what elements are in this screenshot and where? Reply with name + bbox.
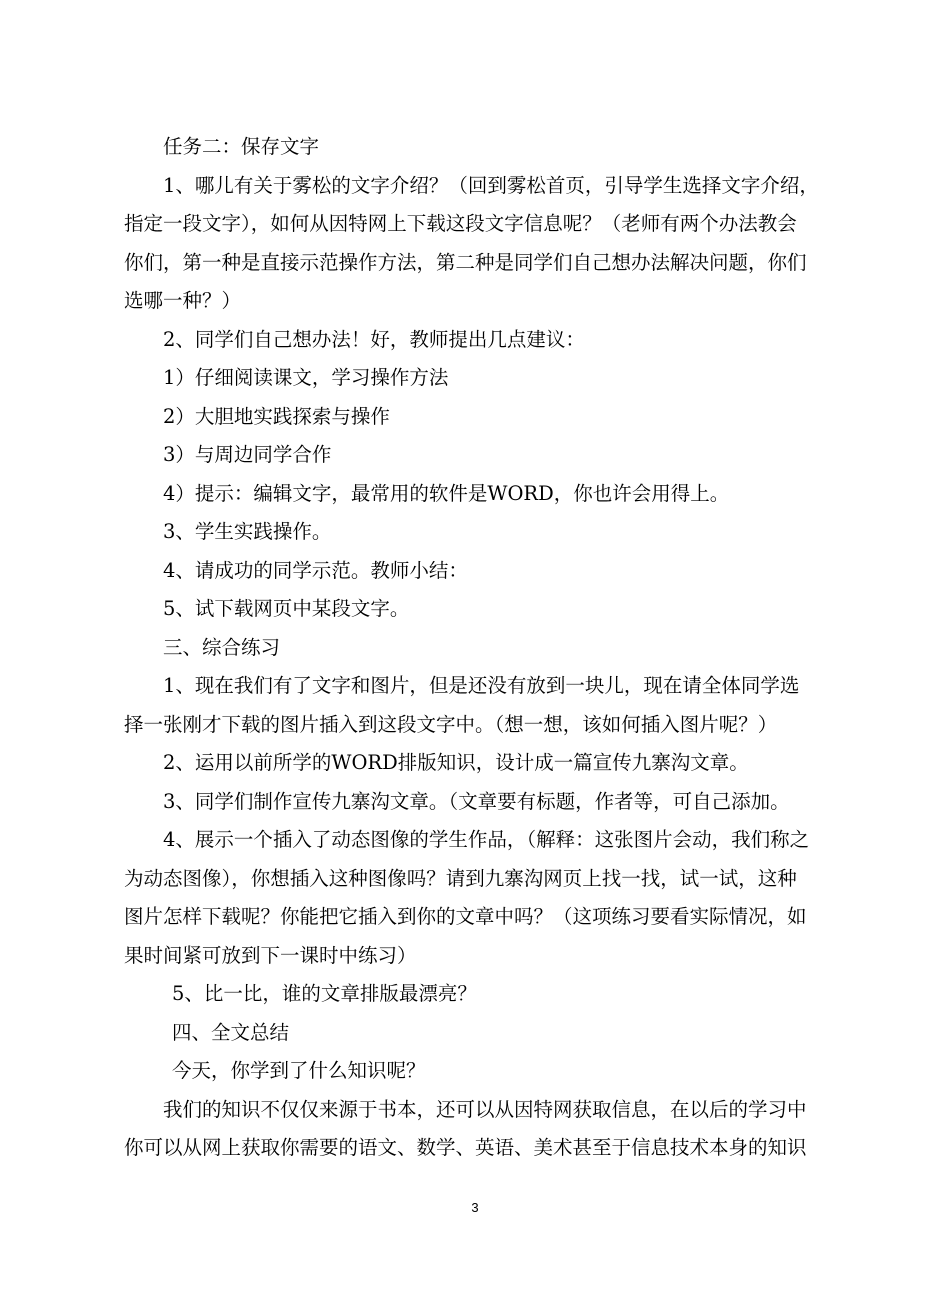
text-line: 为动态图像），你想插入这种图像吗？请到九寨沟网页上找一找，试一试，这种 [124,866,797,890]
exercise-item-4 [124,821,830,975]
text-line: 1、哪儿有关于雾松的文字介绍？（回到雾松首页，引导学生选择文字介绍， [163,173,819,197]
task2-item5: 5、试下载网页中某段文字。 [163,597,410,620]
task2-heading: 任务二：保存文字 [163,135,320,158]
page-number: 3 [471,1200,479,1215]
tip-item-3: 3）与周边同学合作 [163,443,332,466]
exercise-item-5: 5、比一比，谁的文章排版最漂亮？ [172,982,477,1005]
text-line: 4、展示一个插入了动态图像的学生作品，（解释：这张图片会动，我们称之 [163,828,810,851]
task2-item3: 3、学生实践操作。 [163,520,332,543]
text-line: 我们的知识不仅仅来源于书本，还可以从因特网获取信息，在以后的学习中 [163,1097,807,1121]
exercise-item-3: 3、同学们制作宣传九寨沟文章。（文章要有标题，作者等，可自己添加。 [163,789,790,813]
task2-item4: 4、请成功的同学示范。教师小结： [163,558,468,582]
text-line: 1、现在我们有了文字和图片，但是还没有放到一块儿，现在请全体同学选 [163,674,800,697]
exercise-item-2: 2、运用以前所学的WORD排版知识，设计成一篇宣传九寨沟文章。 [163,751,749,774]
text-line: 图片怎样下载呢？你能把它插入到你的文章中吗？（这项练习要看实际情况，如 [124,905,807,928]
tip-item-2: 2）大胆地实践探索与操作 [163,404,390,428]
section4-heading: 四、全文总结 [172,1020,290,1044]
summary-body [124,1091,830,1168]
exercise-item-1 [124,667,830,744]
task2-item2: 2、同学们自己想办法！好，教师提出几点建议： [163,327,585,351]
text-line: 你们，第一种是直接示范操作方法，第二种是同学们自己想办法解决问题，你们 [124,250,807,274]
text-line: 选哪一种？） [124,289,242,312]
tip-item-4: 4）提示：编辑文字，最常用的软件是WORD，你也许会用得上。 [163,481,730,505]
section3-heading: 三、综合练习 [163,635,281,659]
task2-item1 [124,167,830,321]
text-line: 果时间紧可放到下一课时中练习） [124,943,417,967]
tip-item-1: 1）仔细阅读课文，学习操作方法 [163,366,449,389]
text-line: 你可以从网上获取你需要的语文、数学、英语、美术甚至于信息技术本身的知识 [124,1136,807,1159]
text-line: 择一张刚才下载的图片插入到这段文字中。（想一想，该如何插入图片呢？） [124,712,778,736]
text-line: 指定一段文字），如何从因特网上下载这段文字信息呢？（老师有两个办法教会 [124,212,797,235]
document-body [124,128,830,1168]
summary-question: 今天，你学到了什么知识呢？ [172,1059,426,1082]
